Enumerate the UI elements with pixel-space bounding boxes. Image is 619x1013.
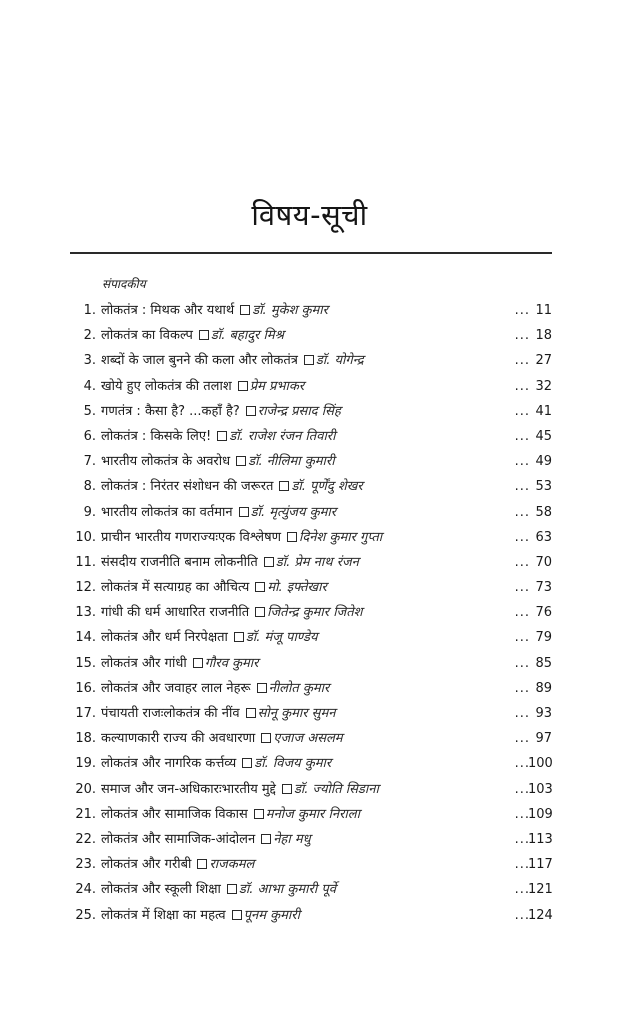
entry-text <box>101 852 502 877</box>
page-title: विषय-सूची <box>251 198 368 232</box>
entry-text <box>101 348 502 373</box>
toc-entry <box>66 777 552 802</box>
toc-entry <box>66 500 552 525</box>
entry-author-wrap <box>257 681 330 696</box>
entry-number: 10. <box>75 529 96 545</box>
entry-text <box>101 651 502 676</box>
entry-author-wrap <box>239 505 336 520</box>
toc-entry <box>66 676 552 701</box>
entry-page-number: 124 <box>528 907 553 923</box>
entry-title: लोकतंत्र : किसके लिए! <box>101 428 212 444</box>
entry-number: 16. <box>75 680 96 696</box>
entry-number: 14. <box>75 630 96 646</box>
entry-page-number: 41 <box>535 403 552 419</box>
square-bullet-icon <box>239 507 249 517</box>
toc-entry <box>66 575 552 600</box>
entry-number: 1. <box>83 303 96 318</box>
entry-number: 12. <box>75 580 96 596</box>
entry-text <box>101 625 502 650</box>
entry-author-wrap <box>242 756 331 771</box>
square-bullet-icon <box>240 305 250 315</box>
entry-author-wrap <box>279 479 362 494</box>
square-bullet-icon <box>234 632 244 642</box>
toc-entry <box>66 827 552 852</box>
toc-entry <box>66 399 552 424</box>
square-bullet-icon <box>279 481 289 491</box>
entry-author-wrap <box>264 555 359 570</box>
entry-text <box>101 777 502 802</box>
entry-author: डॉ. विजय कुमार <box>254 756 332 772</box>
leader-dots: ... <box>514 806 530 822</box>
entry-number: 17. <box>75 706 96 721</box>
entry-title: लोकतंत्र और सामाजिक-आंदोलन <box>101 831 256 847</box>
square-bullet-icon <box>197 859 207 869</box>
entry-text <box>101 751 502 776</box>
toc-entry <box>66 374 552 399</box>
entry-text <box>101 726 502 751</box>
entry-number: 3. <box>83 353 96 369</box>
entry-page-number: 79 <box>535 630 552 646</box>
entry-author: जितेन्द्र कुमार जितेश <box>267 605 363 621</box>
toc-entry <box>66 474 552 499</box>
entry-number: 13. <box>75 605 96 621</box>
entry-author-wrap <box>238 379 305 394</box>
entry-author: मनोज कुमार निराला <box>265 806 360 822</box>
entry-number: 20. <box>75 781 96 797</box>
entry-author: मो. इफ्तेखार <box>267 580 327 596</box>
entry-text <box>101 550 502 575</box>
entry-author-wrap <box>236 454 334 469</box>
entry-author: डॉ. योगेन्द्र <box>315 353 364 369</box>
entry-page-number: 89 <box>535 680 552 696</box>
square-bullet-icon <box>255 607 265 617</box>
entry-page-number: 100 <box>528 756 553 772</box>
entry-author-wrap <box>261 832 310 847</box>
entry-author-wrap <box>227 882 336 897</box>
toc-entry <box>66 802 552 827</box>
leader-dots: ... <box>514 605 530 621</box>
square-bullet-icon <box>257 683 267 693</box>
entry-title: लोकतंत्र : निरंतर संशोधन की जरूरत <box>101 479 274 495</box>
entry-title: खोये हुए लोकतंत्र की तलाश <box>101 378 232 394</box>
entry-author-wrap <box>304 353 364 368</box>
title-divider <box>70 252 552 254</box>
square-bullet-icon <box>217 431 227 441</box>
entry-text <box>101 374 502 399</box>
entry-page-number: 103 <box>528 781 553 797</box>
entry-text <box>101 701 502 726</box>
entry-title: लोकतंत्र और जवाहर लाल नेहरू <box>101 680 251 696</box>
entry-page-number: 58 <box>535 504 552 520</box>
leader-dots: ... <box>514 529 530 545</box>
toc-entry <box>66 852 552 877</box>
entry-number: 25. <box>75 907 96 923</box>
leader-dots: ... <box>514 756 530 772</box>
entry-page-number: 70 <box>535 554 552 570</box>
entry-author: गौरव कुमार <box>204 655 259 671</box>
leader-dots: ... <box>514 857 530 873</box>
square-bullet-icon <box>246 406 256 416</box>
entry-author-wrap <box>246 404 341 419</box>
entry-author-wrap <box>217 429 335 444</box>
leader-dots: ... <box>514 731 530 747</box>
toc-entry <box>66 298 552 323</box>
toc-entry <box>66 701 552 726</box>
entry-text <box>101 525 502 550</box>
entry-page-number: 11 <box>535 303 552 318</box>
leader-dots: ... <box>514 428 530 444</box>
entry-title: प्राचीन भारतीय गणराज्यःएक विश्लेषण <box>101 529 281 545</box>
leader-dots: ... <box>514 328 530 344</box>
entry-author: राजेन्द्र प्रसाद सिंह <box>257 403 341 419</box>
leader-dots: ... <box>514 504 530 520</box>
entry-author: दिनेश कुमार गुप्ता <box>299 529 383 545</box>
entry-number: 23. <box>75 857 96 873</box>
leader-dots: ... <box>514 706 530 721</box>
leader-dots: ... <box>514 831 530 847</box>
square-bullet-icon <box>246 708 256 718</box>
entry-number: 4. <box>83 378 96 394</box>
entry-number: 9. <box>83 504 96 520</box>
square-bullet-icon <box>232 910 242 920</box>
entry-number: 21. <box>75 806 96 822</box>
leader-dots: ... <box>514 479 530 495</box>
table-of-contents <box>66 298 552 928</box>
entry-page-number: 18 <box>535 328 552 344</box>
entry-page-number: 45 <box>535 428 552 444</box>
leader-dots: ... <box>514 353 530 369</box>
entry-title: लोकतंत्र और गांधी <box>101 655 187 671</box>
square-bullet-icon <box>199 330 209 340</box>
entry-page-number: 32 <box>535 378 552 394</box>
entry-title: शब्दों के जाल बुनने की कला और लोकतंत्र <box>101 353 298 369</box>
entry-title: लोकतंत्र और नागरिक कर्त्तव्य <box>101 756 237 772</box>
entry-text <box>101 323 502 348</box>
entry-author: पूनम कुमारी <box>243 907 300 923</box>
toc-entry <box>66 323 552 348</box>
entry-author: डॉ. ज्योति सिडाना <box>293 781 379 797</box>
square-bullet-icon <box>236 456 246 466</box>
entry-number: 15. <box>75 655 96 671</box>
leader-dots: ... <box>514 882 530 898</box>
entry-author: डॉ. मुकेश कुमार <box>252 303 328 318</box>
square-bullet-icon <box>238 381 248 391</box>
entry-title: गणतंत्र : कैसा है? ...कहाँ है? <box>101 403 240 419</box>
entry-author: राजकमल <box>209 857 255 873</box>
entry-author: डॉ. राजेश रंजन तिवारी <box>229 428 336 444</box>
entry-number: 6. <box>83 428 96 444</box>
entry-author-wrap <box>255 605 362 620</box>
entry-title: लोकतंत्र में सत्याग्रह का औचित्य <box>101 580 250 596</box>
entry-title: लोकतंत्र और गरीबी <box>101 857 192 873</box>
entry-author: प्रेम प्रभाकर <box>249 378 305 394</box>
entry-page-number: 85 <box>535 655 552 671</box>
entry-author-wrap <box>193 656 259 671</box>
entry-page-number: 121 <box>528 882 553 898</box>
entry-text <box>101 424 502 449</box>
leader-dots: ... <box>514 630 530 646</box>
entry-number: 8. <box>83 479 96 495</box>
square-bullet-icon <box>304 355 314 365</box>
entry-title: पंचायती राजःलोकतंत्र की नींव <box>101 706 240 721</box>
entry-text <box>101 676 502 701</box>
entry-author: डॉ. मृत्युंजय कुमार <box>250 504 337 520</box>
entry-page-number: 27 <box>535 353 552 369</box>
entry-text <box>101 474 502 499</box>
leader-dots: ... <box>514 655 530 671</box>
toc-entry <box>66 449 552 474</box>
entry-title: लोकतंत्र और धर्म निरपेक्षता <box>101 630 228 646</box>
entry-number: 18. <box>75 731 96 747</box>
entry-page-number: 49 <box>535 454 552 470</box>
entry-number: 5. <box>83 403 96 419</box>
entry-title: लोकतंत्र में शिक्षा का महत्व <box>101 907 226 923</box>
leader-dots: ... <box>514 781 530 797</box>
toc-entry <box>66 424 552 449</box>
toc-entry <box>66 550 552 575</box>
entry-text <box>101 449 502 474</box>
entry-number: 22. <box>75 831 96 847</box>
entry-author-wrap <box>282 782 379 797</box>
entry-author: डॉ. पूर्णेंदु शेखर <box>291 479 363 495</box>
entry-author: नीलोत कुमार <box>268 680 330 696</box>
entry-text <box>101 298 502 323</box>
entry-author-wrap <box>254 807 360 822</box>
entry-page-number: 117 <box>528 857 553 873</box>
toc-entry <box>66 751 552 776</box>
leader-dots: ... <box>514 680 530 696</box>
entry-text <box>101 877 502 902</box>
leader-dots: ... <box>514 403 530 419</box>
toc-entry <box>66 348 552 373</box>
leader-dots: ... <box>514 454 530 470</box>
leader-dots: ... <box>514 907 530 923</box>
entry-page-number: 73 <box>535 580 552 596</box>
entry-text <box>101 500 502 525</box>
entry-author-wrap <box>199 328 284 343</box>
entry-title: गांधी की धर्म आधारित राजनीति <box>101 605 250 621</box>
entry-text <box>101 600 502 625</box>
entry-page-number: 93 <box>535 706 552 721</box>
entry-author: डॉ. प्रेम नाथ रंजन <box>275 554 359 570</box>
entry-text <box>101 903 502 928</box>
entry-number: 11. <box>75 554 96 570</box>
entry-author-wrap <box>246 706 336 721</box>
entry-author-wrap <box>287 530 382 545</box>
toc-entry <box>66 600 552 625</box>
entry-title: लोकतंत्र का विकल्प <box>101 328 193 344</box>
entry-author-wrap <box>261 731 342 746</box>
leader-dots: ... <box>514 303 530 318</box>
entry-title: लोकतंत्र और स्कूली शिक्षा <box>101 882 221 898</box>
entry-page-number: 63 <box>535 529 552 545</box>
square-bullet-icon <box>193 658 203 668</box>
entry-number: 2. <box>83 328 96 344</box>
entry-title: भारतीय लोकतंत्र का वर्तमान <box>101 504 233 520</box>
entry-author: डॉ. मंजू पाण्डेय <box>245 630 318 646</box>
entry-number: 24. <box>75 882 96 898</box>
editorial-heading: संपादकीय <box>102 277 146 291</box>
entry-text <box>101 827 502 852</box>
leader-dots: ... <box>514 580 530 596</box>
entry-author-wrap <box>234 630 318 645</box>
square-bullet-icon <box>282 784 292 794</box>
entry-title: भारतीय लोकतंत्र के अवरोध <box>101 454 231 470</box>
toc-entry <box>66 903 552 928</box>
entry-author-wrap <box>232 908 300 923</box>
square-bullet-icon <box>255 582 265 592</box>
entry-number: 7. <box>83 454 96 470</box>
toc-entry <box>66 651 552 676</box>
leader-dots: ... <box>514 378 530 394</box>
entry-author: नेहा मधु <box>273 831 311 847</box>
toc-entry <box>66 877 552 902</box>
entry-number: 19. <box>75 756 96 772</box>
entry-page-number: 97 <box>535 731 552 747</box>
square-bullet-icon <box>264 557 274 567</box>
square-bullet-icon <box>261 834 271 844</box>
entry-text <box>101 575 502 600</box>
entry-author: डॉ. बहादुर मिश्र <box>210 328 284 344</box>
entry-author-wrap <box>255 580 327 595</box>
entry-page-number: 76 <box>535 605 552 621</box>
square-bullet-icon <box>287 532 297 542</box>
square-bullet-icon <box>254 809 264 819</box>
entry-author: डॉ. नीलिमा कुमारी <box>248 454 335 470</box>
entry-page-number: 113 <box>528 831 553 847</box>
entry-page-number: 53 <box>535 479 552 495</box>
entry-author-wrap <box>240 303 328 318</box>
toc-entry <box>66 625 552 650</box>
entry-author: सोनू कुमार सुमन <box>257 706 336 721</box>
entry-author: डॉ. आभा कुमारी पूर्वे <box>238 882 336 898</box>
entry-title: समाज और जन-अधिकारःभारतीय मुद्दे <box>101 781 276 797</box>
entry-title: लोकतंत्र और सामाजिक विकास <box>101 806 248 822</box>
toc-entry <box>66 726 552 751</box>
entry-text <box>101 399 502 424</box>
entry-title: कल्याणकारी राज्य की अवधारणा <box>101 731 256 747</box>
entry-author: एजाज असलम <box>273 731 343 747</box>
square-bullet-icon <box>261 733 271 743</box>
toc-entry <box>66 525 552 550</box>
entry-title: संसदीय राजनीति बनाम लोकनीति <box>101 554 258 570</box>
square-bullet-icon <box>242 758 252 768</box>
square-bullet-icon <box>227 884 237 894</box>
entry-page-number: 109 <box>528 806 553 822</box>
entry-title: लोकतंत्र : मिथक और यथार्थ <box>101 303 235 318</box>
entry-text <box>101 802 502 827</box>
leader-dots: ... <box>514 554 530 570</box>
entry-author-wrap <box>197 857 254 872</box>
